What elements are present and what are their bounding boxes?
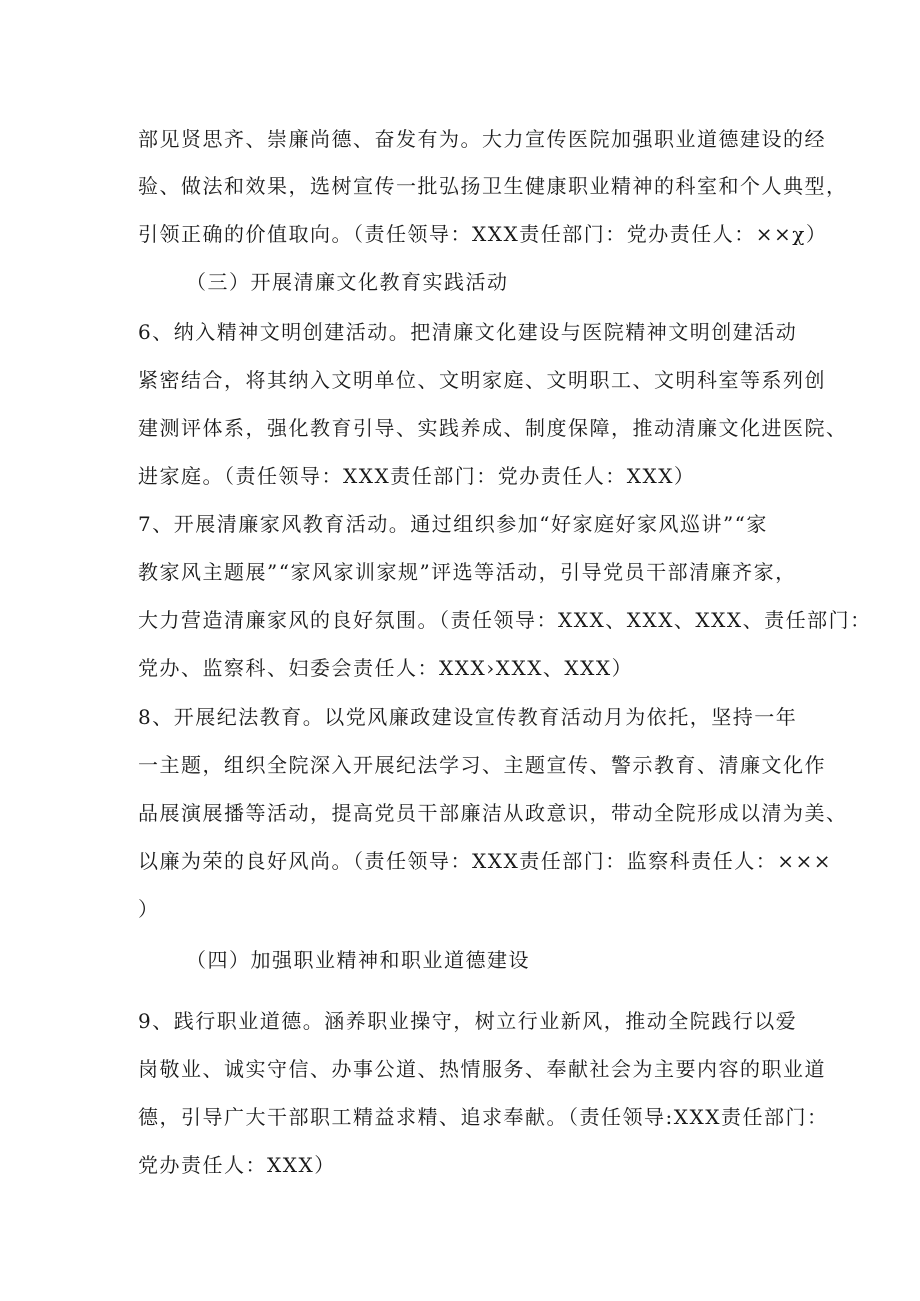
- paragraph-line: 部见贤思齐、崇廉尚德、奋发有为。大力宣传医院加强职业道德建设的经: [138, 127, 826, 151]
- paragraph-line: 以廉为荣的良好风尚。（责任领导：XXX责任部门：监察科责任人：×××: [138, 849, 832, 873]
- section-heading: （三）开展清廉文化教育实践活动: [186, 270, 509, 294]
- paragraph-line: 大力营造清廉家风的良好氛围。（责任领导：XXX、XXX、XXX、责任部门：: [138, 608, 872, 632]
- paragraph-line: 党办责任人：XXX）: [138, 1153, 336, 1177]
- paragraph-line: 品展演展播等活动，提高党员干部廉洁从政意识，带动全院形成以清为美、: [138, 801, 848, 825]
- paragraph-line: 7、开展清廉家风教育活动。通过组织参加“好家庭好家风巡讲”“家: [138, 512, 768, 536]
- paragraph-line: 紧密结合，将其纳入文明单位、文明家庭、文明职工、文明科室等系列创: [138, 368, 826, 392]
- paragraph-line: 8、开展纪法教育。以党风廉政建设宣传教育活动月为依托，坚持一年: [138, 705, 798, 729]
- paragraph-line: 引领正确的价值取向。（责任领导：XXX责任部门：党办责任人：××χ）: [138, 222, 828, 246]
- paragraph-line: 岗敬业、诚实守信、办事公道、热情服务、奉献社会为主要内容的职业道: [138, 1057, 826, 1081]
- paragraph-line: 进家庭。（责任领导：XXX责任部门：党办责任人：XXX）: [138, 464, 696, 488]
- paragraph-line: ）: [138, 897, 160, 921]
- paragraph-line: 党办、监察科、妇委会责任人：XXX›XXX、XXX）: [138, 656, 634, 680]
- section-heading: （四）加强职业精神和职业道德建设: [186, 948, 530, 972]
- paragraph-line: 验、做法和效果，选树宣传一批弘扬卫生健康职业精神的科室和个人典型，: [138, 174, 848, 198]
- paragraph-line: 教家风主题展”“家风家训家规”评选等活动，引导党员干部清廉齐家，: [138, 560, 797, 584]
- paragraph-line: 9、践行职业道德。涵养职业操守，树立行业新风，推动全院践行以爱: [138, 1009, 798, 1033]
- paragraph-line: 德，引导广大干部职工精益求精、追求奉献。（责任领导:XXX责任部门：: [138, 1105, 829, 1129]
- paragraph-line: 建测评体系，强化教育引导、实践养成、制度保障，推动清廉文化进医院、: [138, 416, 848, 440]
- paragraph-line: 一主题，组织全院深入开展纪法学习、主题宣传、警示教育、清廉文化作: [138, 753, 826, 777]
- paragraph-line: 6、纳入精神文明创建活动。把清廉文化建设与医院精神文明创建活动: [138, 320, 798, 344]
